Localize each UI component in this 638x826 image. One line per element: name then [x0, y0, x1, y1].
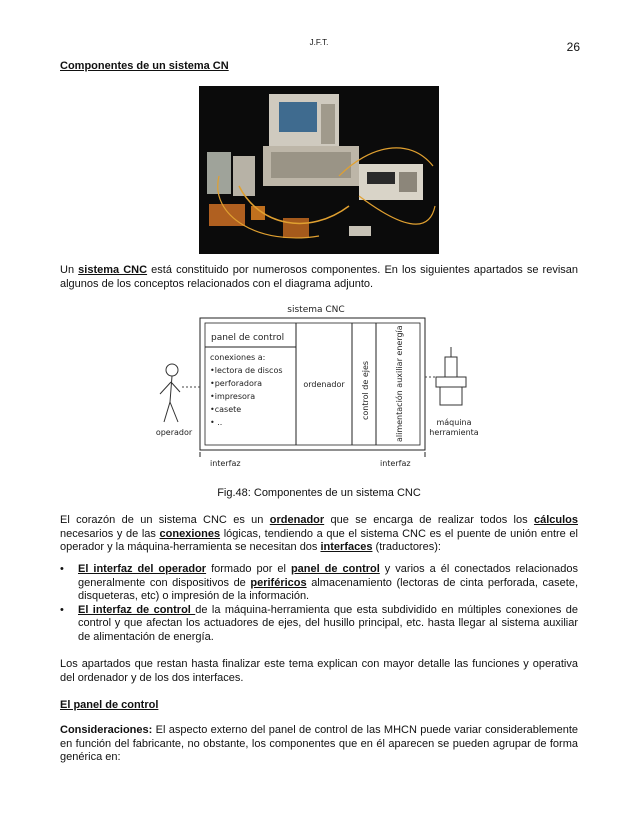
connection-item: •impresora — [210, 392, 256, 401]
connection-item: • .. — [210, 418, 223, 427]
p2-keyword-ordenador: ordenador — [269, 514, 325, 526]
operator-figure-icon — [160, 364, 180, 422]
panel-de-control-label: panel de control — [211, 333, 285, 343]
considerations-text: El aspecto externo del panel de control de las MHCN puede variar considerablemente en función del fabricante, no obstante, los componentes que en él aparecen se pueden agrupar de forma genérica en: — [60, 724, 578, 763]
bullet-dot: • — [60, 603, 64, 616]
header-author: J.F.T. — [309, 38, 329, 47]
ordenador-label: ordenador — [303, 380, 345, 389]
maquina-label: máquina — [436, 418, 472, 427]
machine-tool-icon — [436, 347, 466, 405]
herramienta-label: herramienta — [429, 428, 479, 437]
p2-text: El corazón de un sistema CNC es un — [60, 514, 270, 526]
intro-paragraph — [60, 264, 578, 291]
p2-text: necesarios y de las — [60, 527, 160, 540]
bullet-operator-interface — [60, 563, 578, 604]
intro-text-c: está constituido por numerosos componentes. En los siguientes apartados se revisan algunos de los conceptos relacionados con el diagrama adjunto. — [60, 264, 579, 290]
figure-caption: Fig.48: Componentes de un sistema CNC — [217, 487, 421, 499]
p2-keyword-calculos: cálculos — [533, 514, 578, 526]
considerations-paragraph — [60, 724, 578, 765]
heart-paragraph — [60, 514, 578, 555]
p2-keyword-conexiones: conexiones — [159, 527, 221, 540]
connection-item: •casete — [210, 405, 242, 414]
section-title-panel: El panel de control — [60, 699, 159, 711]
p2-text: que se encarga de realizar todos los — [324, 514, 534, 526]
b1-text: almacenamiento (lectoras de cinta perforada, casete, disqueteras, etc) o impresión de la información. — [78, 576, 578, 602]
p2-keyword-interfaces: interfaces — [320, 541, 373, 553]
p2-text: lógicas, tendiendo a que el sistema CNC es el puente de unión entre el operador y la máquina-herramienta se necesitan dos — [60, 527, 578, 553]
photo-illustration — [199, 86, 439, 254]
cnc-equipment-photo — [199, 86, 439, 254]
b1-text: y varios a él conectados relacionados generalmente con dispositivos de — [78, 563, 578, 589]
b2-text: de la máquina-herramienta que esta subdividido en múltiples conexiones de control y que afectan los actuadores de ejes, del husillo principal, etc. hasta llegar al sistema auxiliar de alimentación de energía. — [78, 603, 578, 643]
intro-keyword-sistema-cnc: sistema CNC — [78, 264, 148, 276]
interfaz-left-label: interfaz — [210, 459, 241, 468]
b1-text: formado por el — [206, 563, 291, 575]
interfaz-right-label: interfaz — [380, 459, 411, 468]
page-number: 26 — [566, 40, 580, 54]
b1-keyword: panel de control — [290, 563, 380, 575]
alimentacion-label: alimentación auxiliar energía — [395, 325, 404, 442]
connection-item: •lectora de discos — [210, 366, 283, 375]
connections-title: conexiones a: — [210, 353, 266, 362]
section-title-componentes: Componentes de un sistema CN — [60, 60, 229, 72]
diagram-title: sistema CNC — [287, 305, 345, 315]
control-de-ejes-label: control de ejes — [361, 360, 370, 420]
b1-keyword: periféricos — [250, 576, 307, 589]
operador-label: operador — [155, 428, 193, 437]
connection-item: •perforadora — [210, 379, 263, 388]
bullet-dot: • — [60, 563, 64, 575]
intro-text-a: Un — [60, 264, 79, 276]
bullet-control-interface — [60, 604, 578, 645]
cnc-system-diagram — [140, 302, 490, 472]
interface-bullet-list — [60, 563, 578, 644]
p2-text: (traductores): — [372, 541, 441, 553]
b2-keyword: El interfaz de control — [78, 603, 196, 616]
b1-keyword: El interfaz del operador — [78, 563, 207, 575]
considerations-label: Consideraciones: — [60, 724, 153, 736]
closing-paragraph: Los apartados que restan hasta finalizar este tema explican con mayor detalle las funciones y operativa del ordenador y de los dos interfaces. — [60, 658, 578, 684]
